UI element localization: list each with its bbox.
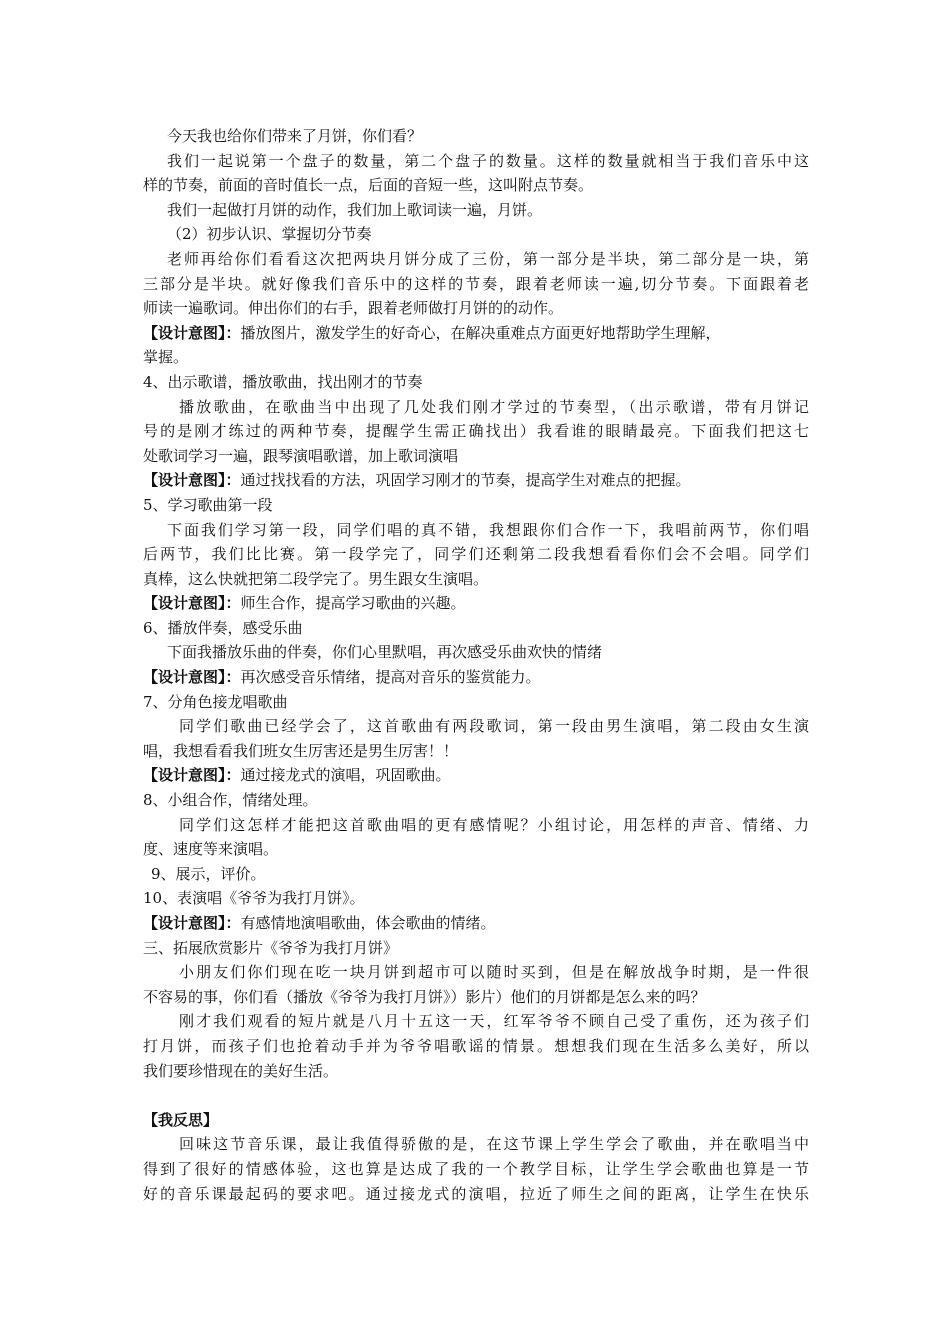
blank-line [143,1083,809,1108]
design-intent-label: 【设计意图】： [143,323,241,342]
design-intent-label: 【设计意图】： [143,668,241,687]
paragraph-line: 后两节，我们比比赛。第一段学完了，同学们还剩第二段我想看看你们会不会唱。同学们 [143,545,809,564]
step-heading: 7、分角色接龙唱歌曲 [143,692,288,711]
paragraph-line: 号的是刚才练过的两种节奏，提醒学生需正确找出）我看谁的眼睛最亮。下面我们把这七 [143,422,809,441]
design-intent-line [143,911,809,936]
paragraph-line: 老师再给你们看看这次把两块月饼分成了三份，第一部分是半块，第二部分是一块，第 [167,249,809,268]
paragraph-line: 样的节奏，前面的音时值长一点，后面的音短一些，这叫附点节奏。 [143,176,594,195]
paragraph-line: 下面我们学习第一段，同学们唱的真不错，我想跟你们合作一下，我唱前两节，你们唱 [167,520,809,539]
design-intent-text: 通过接龙式的演唱，巩固歌曲。 [240,766,451,785]
step-heading: 6、播放伴奏，感受乐曲 [143,618,303,637]
design-intent-label: 【设计意图】： [143,471,241,490]
design-intent-text: 有感情地演唱歌曲，体会歌曲的情绪。 [240,914,496,932]
step-heading: 5、学习歌曲第一段 [143,495,273,514]
paragraph-line: 回味这节音乐课，最让我值得骄傲的是，在这节课上学生学会了歌曲，并在歌唱当中 [179,1135,809,1154]
paragraph-line: 真棒，这么快就把第二段学完了。男生跟女生演唱。 [143,569,489,588]
paragraph-line: 今天我也给你们带来了月饼，你们看？ [167,127,423,145]
design-intent-line [143,763,809,788]
design-intent-text: 再次感受音乐情绪，提高对音乐的鉴赏能力。 [240,668,541,687]
paragraph-line: 唱，我想看看我们班女生厉害还是男生厉害！！ [143,741,459,760]
step-heading: 10、表演唱《爷爷为我打月饼》。 [143,889,365,908]
paragraph-line: 刚才我们观看的短片就是八月十五这一天，红军爷爷不顾自己受了重伤，还为孩子们 [179,1012,809,1031]
design-intent-label: 【设计意图】： [143,594,241,613]
paragraph-line: 打月饼，而孩子们也抢着动手并为爷爷唱歌谣的情景。想想我们现在生活多么美好，所以 [143,1036,809,1055]
paragraph-line: 我们一起做打月饼的动作，我们加上歌词读一遍，月饼。 [167,200,543,219]
design-intent-text: 播放图片，激发学生的好奇心，在解决重难点方面更好地帮助学生理解， [240,323,721,342]
reflection-heading: 【我反思】 [143,1110,219,1129]
section-heading: 三、拓展欣赏影片《爷爷为我打月饼》 [143,938,399,957]
paragraph-line: 播放歌曲，在歌曲当中出现了几处我们刚才学过的节奏型，（出示歌谱，带有月饼记 [179,397,809,416]
design-intent-line [143,321,809,346]
paragraph-line: 师读一遍歌词。伸出你们的右手，跟着老师做打月饼的的动作。 [143,299,564,318]
design-intent-label: 【设计意图】： [143,914,241,932]
paragraph-line: 好的音乐课最起码的要求吧。通过接龙式的演唱，拉近了师生之间的距离，让学生在快乐 [143,1184,809,1203]
paragraph-line: 小朋友们你们现在吃一块月饼到超市可以随时买到，但是在解放战争时期，是一件很 [179,963,809,982]
design-intent-line [143,468,809,493]
paragraph-line: 不容易的事，你们看（播放《爷爷为我打月饼》）影片）他们的月饼都是怎么来的吗？ [143,987,706,1006]
design-intent-line [143,591,809,616]
section-heading: （2）初步认识、掌握切分节奏 [167,225,372,244]
paragraph-line: 同学们歌曲已经学会了，这首歌曲有两段歌词，第一段由男生演唱，第二段由女生演 [179,717,809,736]
paragraph-line: 得到了很好的情感体验，这也算是达成了我的一个教学目标，让学生学会歌曲也算是一节 [143,1159,809,1178]
paragraph-line: 我们要珍惜现在的美好生活。 [143,1061,339,1080]
design-intent-line [143,665,809,690]
document-body [143,124,809,1206]
paragraph-line: 下面我播放乐曲的伴奏，你们心里默唱，再次感受乐曲欢快的情绪 [167,643,603,662]
design-intent-text: 师生合作，提高学习歌曲的兴趣。 [240,594,466,613]
paragraph-line: 度、速度等来演唱。 [143,840,279,859]
paragraph-line: 我们一起说第一个盘子的数量，第二个盘子的数量。这样的数量就相当于我们音乐中这 [167,151,809,170]
design-intent-text: 通过找找看的方法，巩固学习刚才的节奏，提高学生对难点的把握。 [240,471,691,490]
design-intent-label: 【设计意图】： [143,766,241,785]
paragraph-line: 三部分是半块。就好像我们音乐中的这样的节奏，跟着老师读一遍,切分节奏。下面跟着老 [143,274,809,293]
paragraph-line: 同学们这怎样才能把这首歌曲唱的更有感情呢？小组讨论，用怎样的声音、情绪、力 [179,815,809,834]
step-heading: 8、小组合作，情绪处理。 [143,791,318,810]
step-heading: 9、展示，评价。 [151,864,266,883]
step-heading: 4、出示歌谱，播放歌曲，找出刚才的节奏 [143,372,423,391]
paragraph-line: 处歌词学习一遍，跟琴演唱歌谱，加上歌词演唱 [143,446,459,465]
paragraph-line: 掌握。 [143,348,189,367]
